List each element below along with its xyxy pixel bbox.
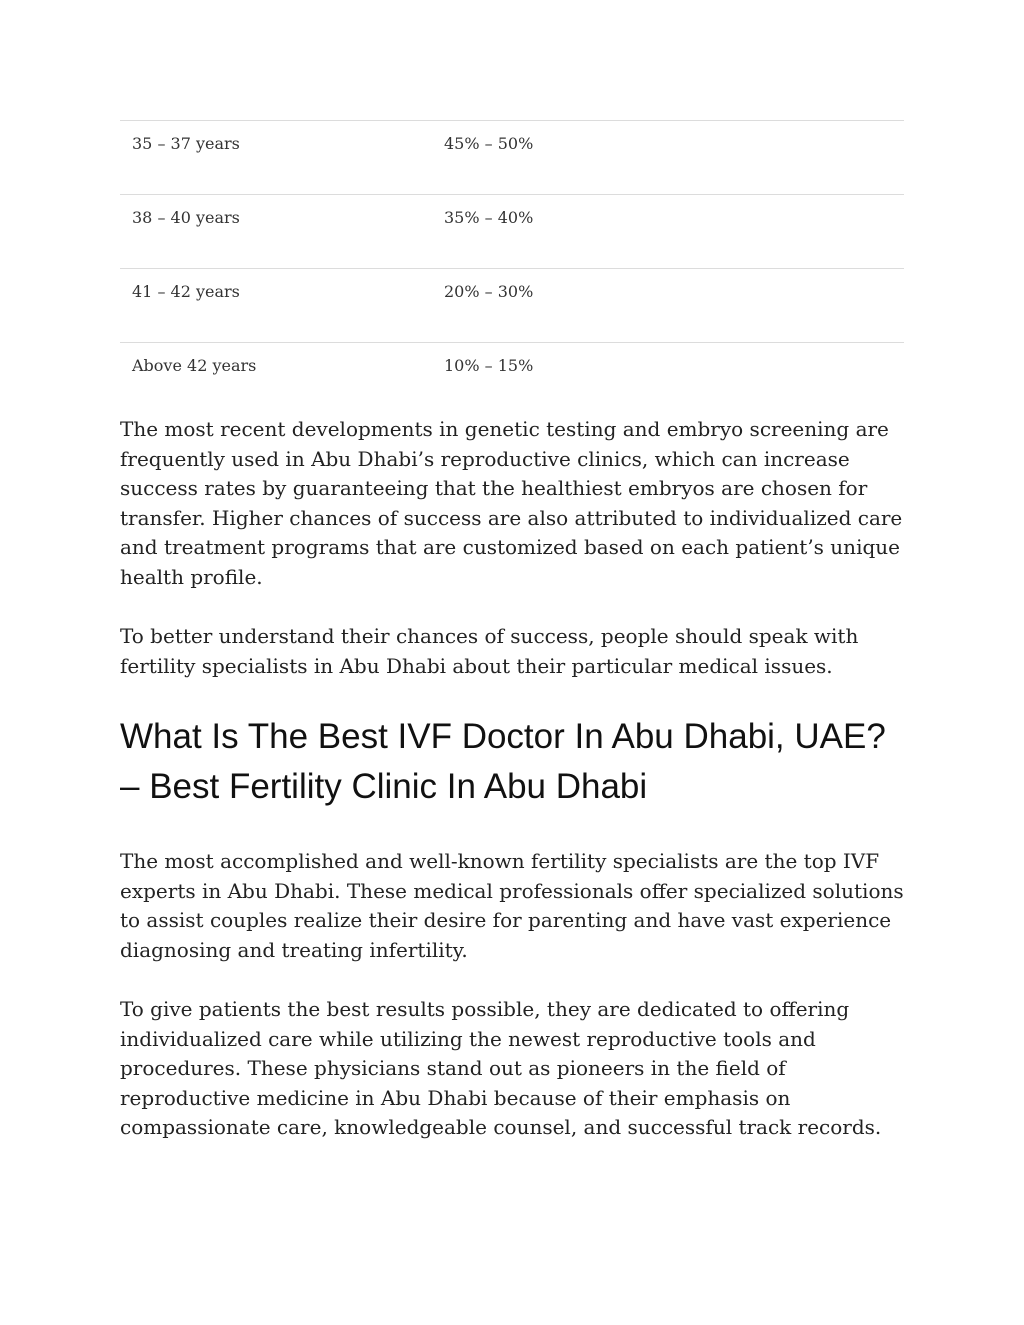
table-row xyxy=(120,269,904,343)
paragraph-specialist-advice: To better understand their chances of success, people should speak with fertility specialists in Abu Dhabi about their particular medical issues. xyxy=(120,624,859,678)
table-row xyxy=(120,343,904,416)
paragraph-individualized-care: To give patients the best results possible, they are dedicated to offering individualized care while utilizing the newest reproductive tools and procedures. These physicians stand out as pioneers in the field of reproductive medicine in Abu Dhabi because of their emphasis on compassionate care, knowledgeable counsel, and successful track records. xyxy=(120,997,882,1140)
table-row xyxy=(120,121,904,195)
rate-cell: 10% – 15% xyxy=(444,356,534,375)
paragraph-top-experts: The most accomplished and well-known fertility specialists are the top IVF experts in Abu Dhabi. These medical professionals offer specialized solutions to assist couples realize their desire for parenting and have vast experience diagnosing and treating infertility. xyxy=(120,849,904,962)
rate-cell: 20% – 30% xyxy=(444,282,534,301)
age-cell: 41 – 42 years xyxy=(132,282,240,301)
age-cell: 38 – 40 years xyxy=(132,208,240,227)
paragraph-genetic-testing: The most recent developments in genetic testing and embryo screening are frequently used in Abu Dhabi’s reproductive clinics, which can increase success rates by guaranteeing that the healthiest embryos are chosen for transfer. Higher chances of success are also attributed to individualized care and treatment programs that are customized based on each patient’s unique health profile. xyxy=(120,417,903,589)
rate-cell: 45% – 50% xyxy=(444,134,534,153)
rate-cell: 35% – 40% xyxy=(444,208,534,227)
table-row xyxy=(120,195,904,269)
age-cell: 35 – 37 years xyxy=(132,134,240,153)
age-cell: Above 42 years xyxy=(132,356,257,375)
section-heading: What Is The Best IVF Doctor In Abu Dhabi, UAE? – Best Fertility Clinic In Abu Dhabi xyxy=(120,717,886,806)
success-rate-table xyxy=(120,120,904,416)
